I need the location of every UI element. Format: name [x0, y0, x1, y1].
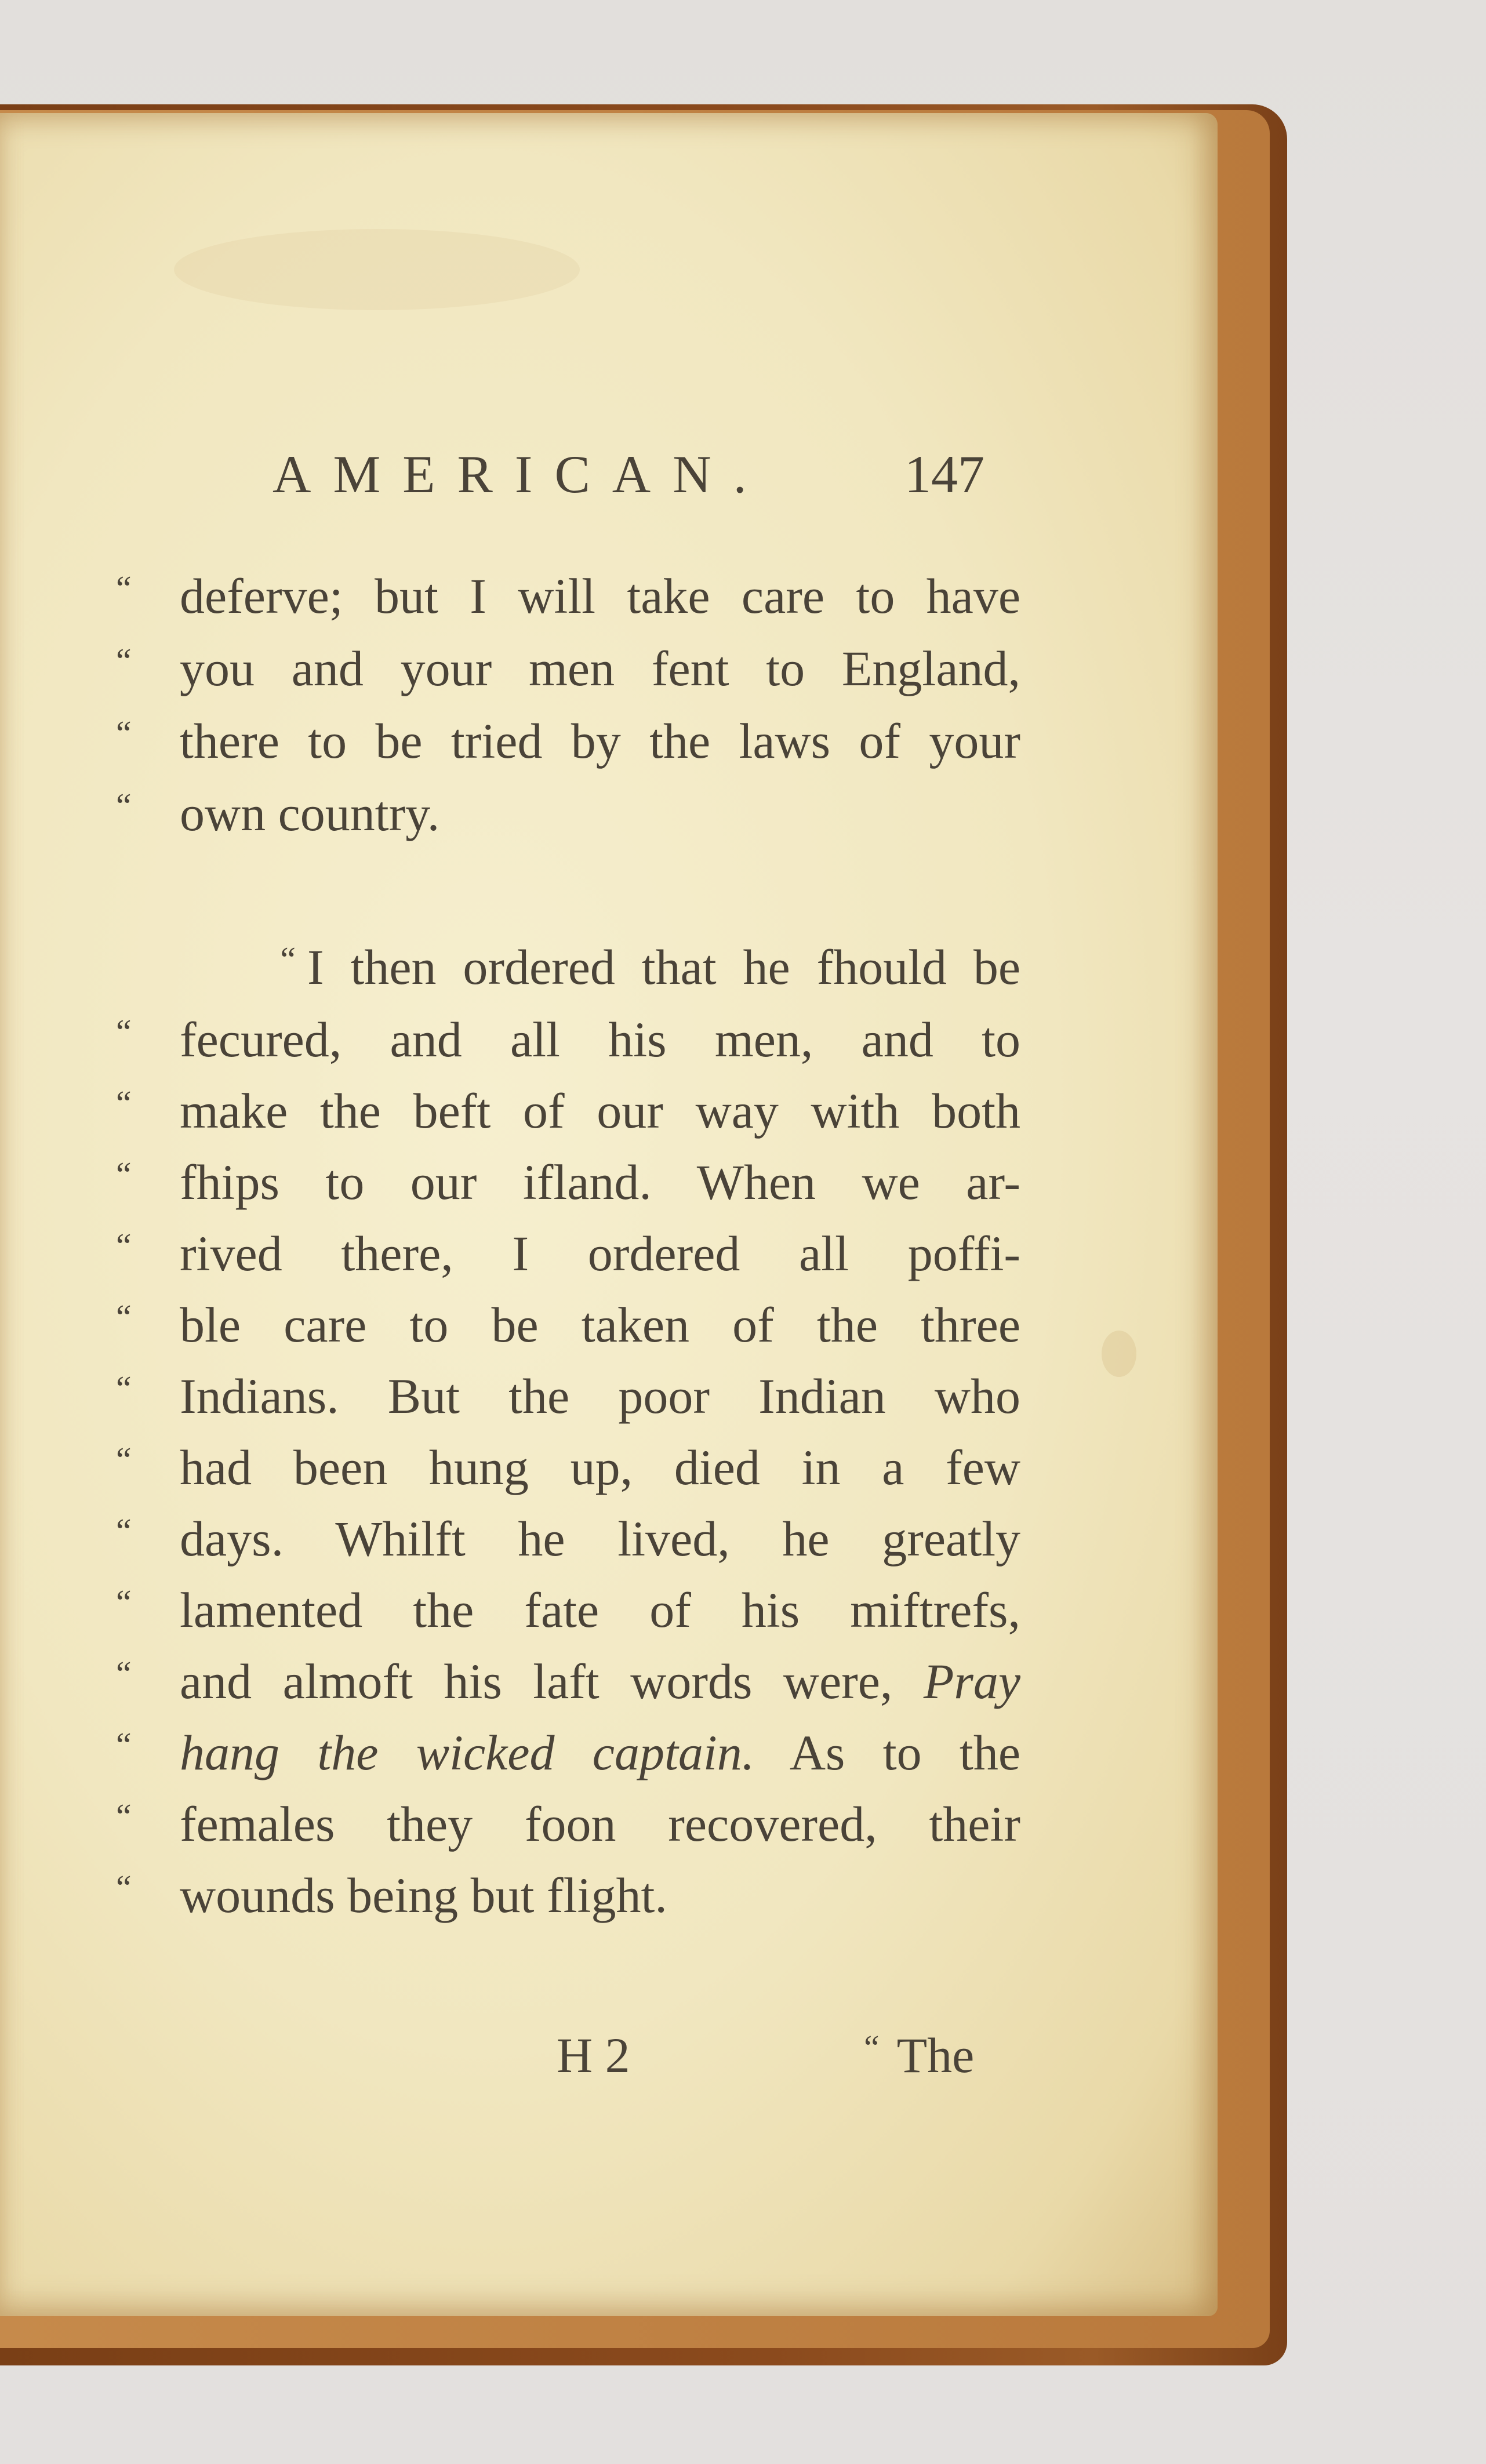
- signature-mark: H 2: [557, 2027, 630, 2083]
- line-text: days. Whilft he lived, he greatly: [180, 1511, 1020, 1567]
- line-text: I then ordered that he fhould be: [307, 939, 1020, 995]
- line-text: lamented the fate of his miftrefs,: [180, 1582, 1020, 1638]
- running-head: AMERICAN.: [273, 445, 769, 504]
- quote-mark: “: [116, 1726, 132, 1764]
- line-text: wounds being but flight.: [180, 1867, 667, 1923]
- text-line: [116, 1297, 1020, 1353]
- text-line: [116, 1226, 1020, 1281]
- quote-mark: “: [116, 1441, 132, 1479]
- quote-mark: “: [116, 1369, 132, 1408]
- quote-mark: “: [116, 787, 132, 825]
- line-text: ble care to be taken of the three: [180, 1297, 1020, 1353]
- text-line: [116, 939, 1020, 995]
- quote-mark: “: [116, 1583, 132, 1622]
- quote-mark: “: [116, 1869, 132, 1907]
- line-text: females they foon recovered, their: [180, 1796, 1020, 1852]
- page-text: [0, 113, 1218, 2316]
- line-text-roman: As to the: [789, 1725, 1020, 1780]
- text-line: [116, 1867, 1020, 1923]
- text-line: [116, 1012, 1020, 1067]
- quote-mark: “: [864, 2029, 880, 2067]
- text-line: [116, 1083, 1020, 1139]
- line-text: had been hung up, died in a few: [180, 1440, 1020, 1495]
- text-line: [116, 1440, 1020, 1495]
- line-text-italic: Pray: [923, 1653, 1021, 1709]
- text-line: [116, 1368, 1020, 1424]
- line-text: own country.: [180, 786, 440, 841]
- line-text: fecured, and all his men, and to: [180, 1012, 1020, 1067]
- line-text-italic: hang the wicked captain.: [180, 1725, 755, 1780]
- quote-mark: “: [116, 1013, 132, 1051]
- line-text-roman: and almoft his laft words were,: [180, 1653, 893, 1709]
- text-line: [116, 713, 1020, 769]
- quote-mark: “: [116, 714, 132, 753]
- text-line: [116, 1725, 1020, 1780]
- page-number: 147: [904, 445, 984, 504]
- line-text: Indians. But the poor Indian who: [180, 1368, 1020, 1424]
- line-text: [180, 1653, 1021, 1709]
- quote-mark: “: [116, 1797, 132, 1836]
- book-page: [0, 113, 1218, 2316]
- text-line: [116, 1796, 1020, 1852]
- text-line: [116, 1653, 1021, 1709]
- quote-mark: “: [116, 642, 132, 680]
- text-line: [116, 786, 1020, 841]
- line-text: deferve; but I will take care to have: [180, 568, 1020, 624]
- quote-mark: “: [116, 1084, 132, 1122]
- quote-mark: “: [116, 1298, 132, 1336]
- line-text: there to be tried by the laws of your: [180, 713, 1020, 769]
- quote-mark: “: [116, 1512, 132, 1550]
- catchword: [864, 2026, 974, 2084]
- quote-mark: “: [116, 1155, 132, 1194]
- line-text: [180, 1725, 1020, 1780]
- text-line: [116, 568, 1020, 624]
- quote-mark: “: [116, 569, 132, 608]
- text-line: [116, 1511, 1020, 1567]
- line-text: you and your men fent to England,: [180, 641, 1020, 696]
- quote-mark: “: [116, 1227, 132, 1265]
- quote-mark: “: [280, 940, 296, 979]
- text-line: [116, 641, 1020, 696]
- quote-mark: “: [116, 1655, 132, 1693]
- text-line: [116, 1154, 1020, 1210]
- line-text: fhips to our ifland. When we ar-: [180, 1154, 1020, 1210]
- catchword-text: The: [896, 2027, 975, 2083]
- line-text: make the beft of our way with both: [180, 1083, 1020, 1139]
- line-text: rived there, I ordered all poffi-: [180, 1226, 1020, 1281]
- text-line: [116, 1582, 1020, 1638]
